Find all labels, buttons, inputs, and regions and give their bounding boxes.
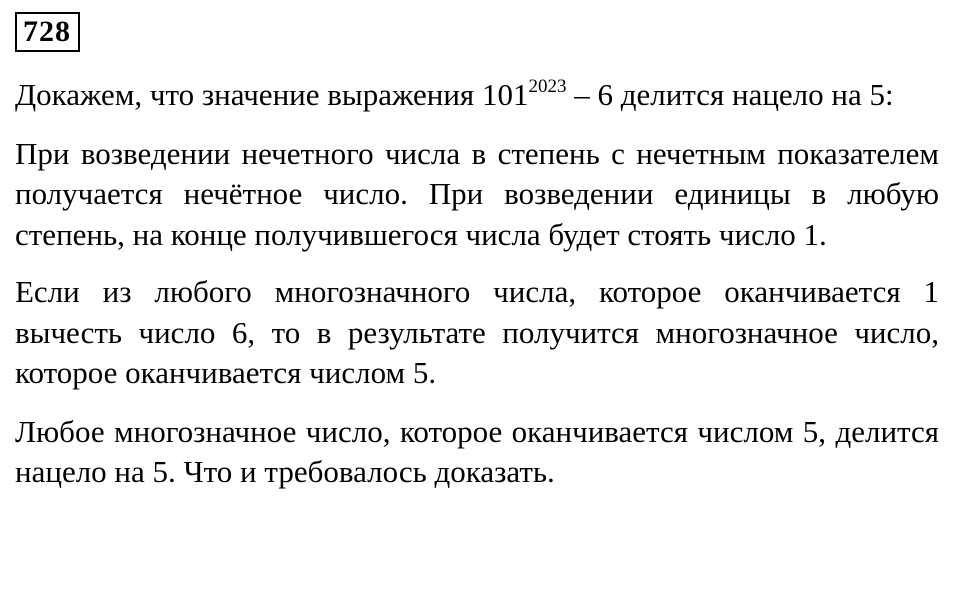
statement-text-end: – 6 делится нацело на 5: xyxy=(566,77,894,112)
paragraph-conclusion: Любое многозначное число, которое оканчивается числом 5, делится нацело на 5. Что и требовалось доказать. xyxy=(15,413,939,489)
problem-number-box: 728 xyxy=(15,12,80,52)
document-page xyxy=(15,12,939,493)
statement-text-start: Докажем, что значение выражения 101 xyxy=(15,77,529,112)
paragraph-odd-power: При возведении нечетного числа в степень с нечетным показателем получается нечётное число. При возведении единицы в любую степень, на конце получившегося числа будет стоять число 1. xyxy=(15,135,939,252)
exponent-superscript: 2023 xyxy=(528,76,567,97)
paragraph-statement xyxy=(15,75,939,116)
paragraph-subtraction: Если из любого многозначного числа, которое оканчивается 1 вычесть число 6, то в результате получится многозначное число, которое оканчивается числом 5. xyxy=(15,274,939,390)
